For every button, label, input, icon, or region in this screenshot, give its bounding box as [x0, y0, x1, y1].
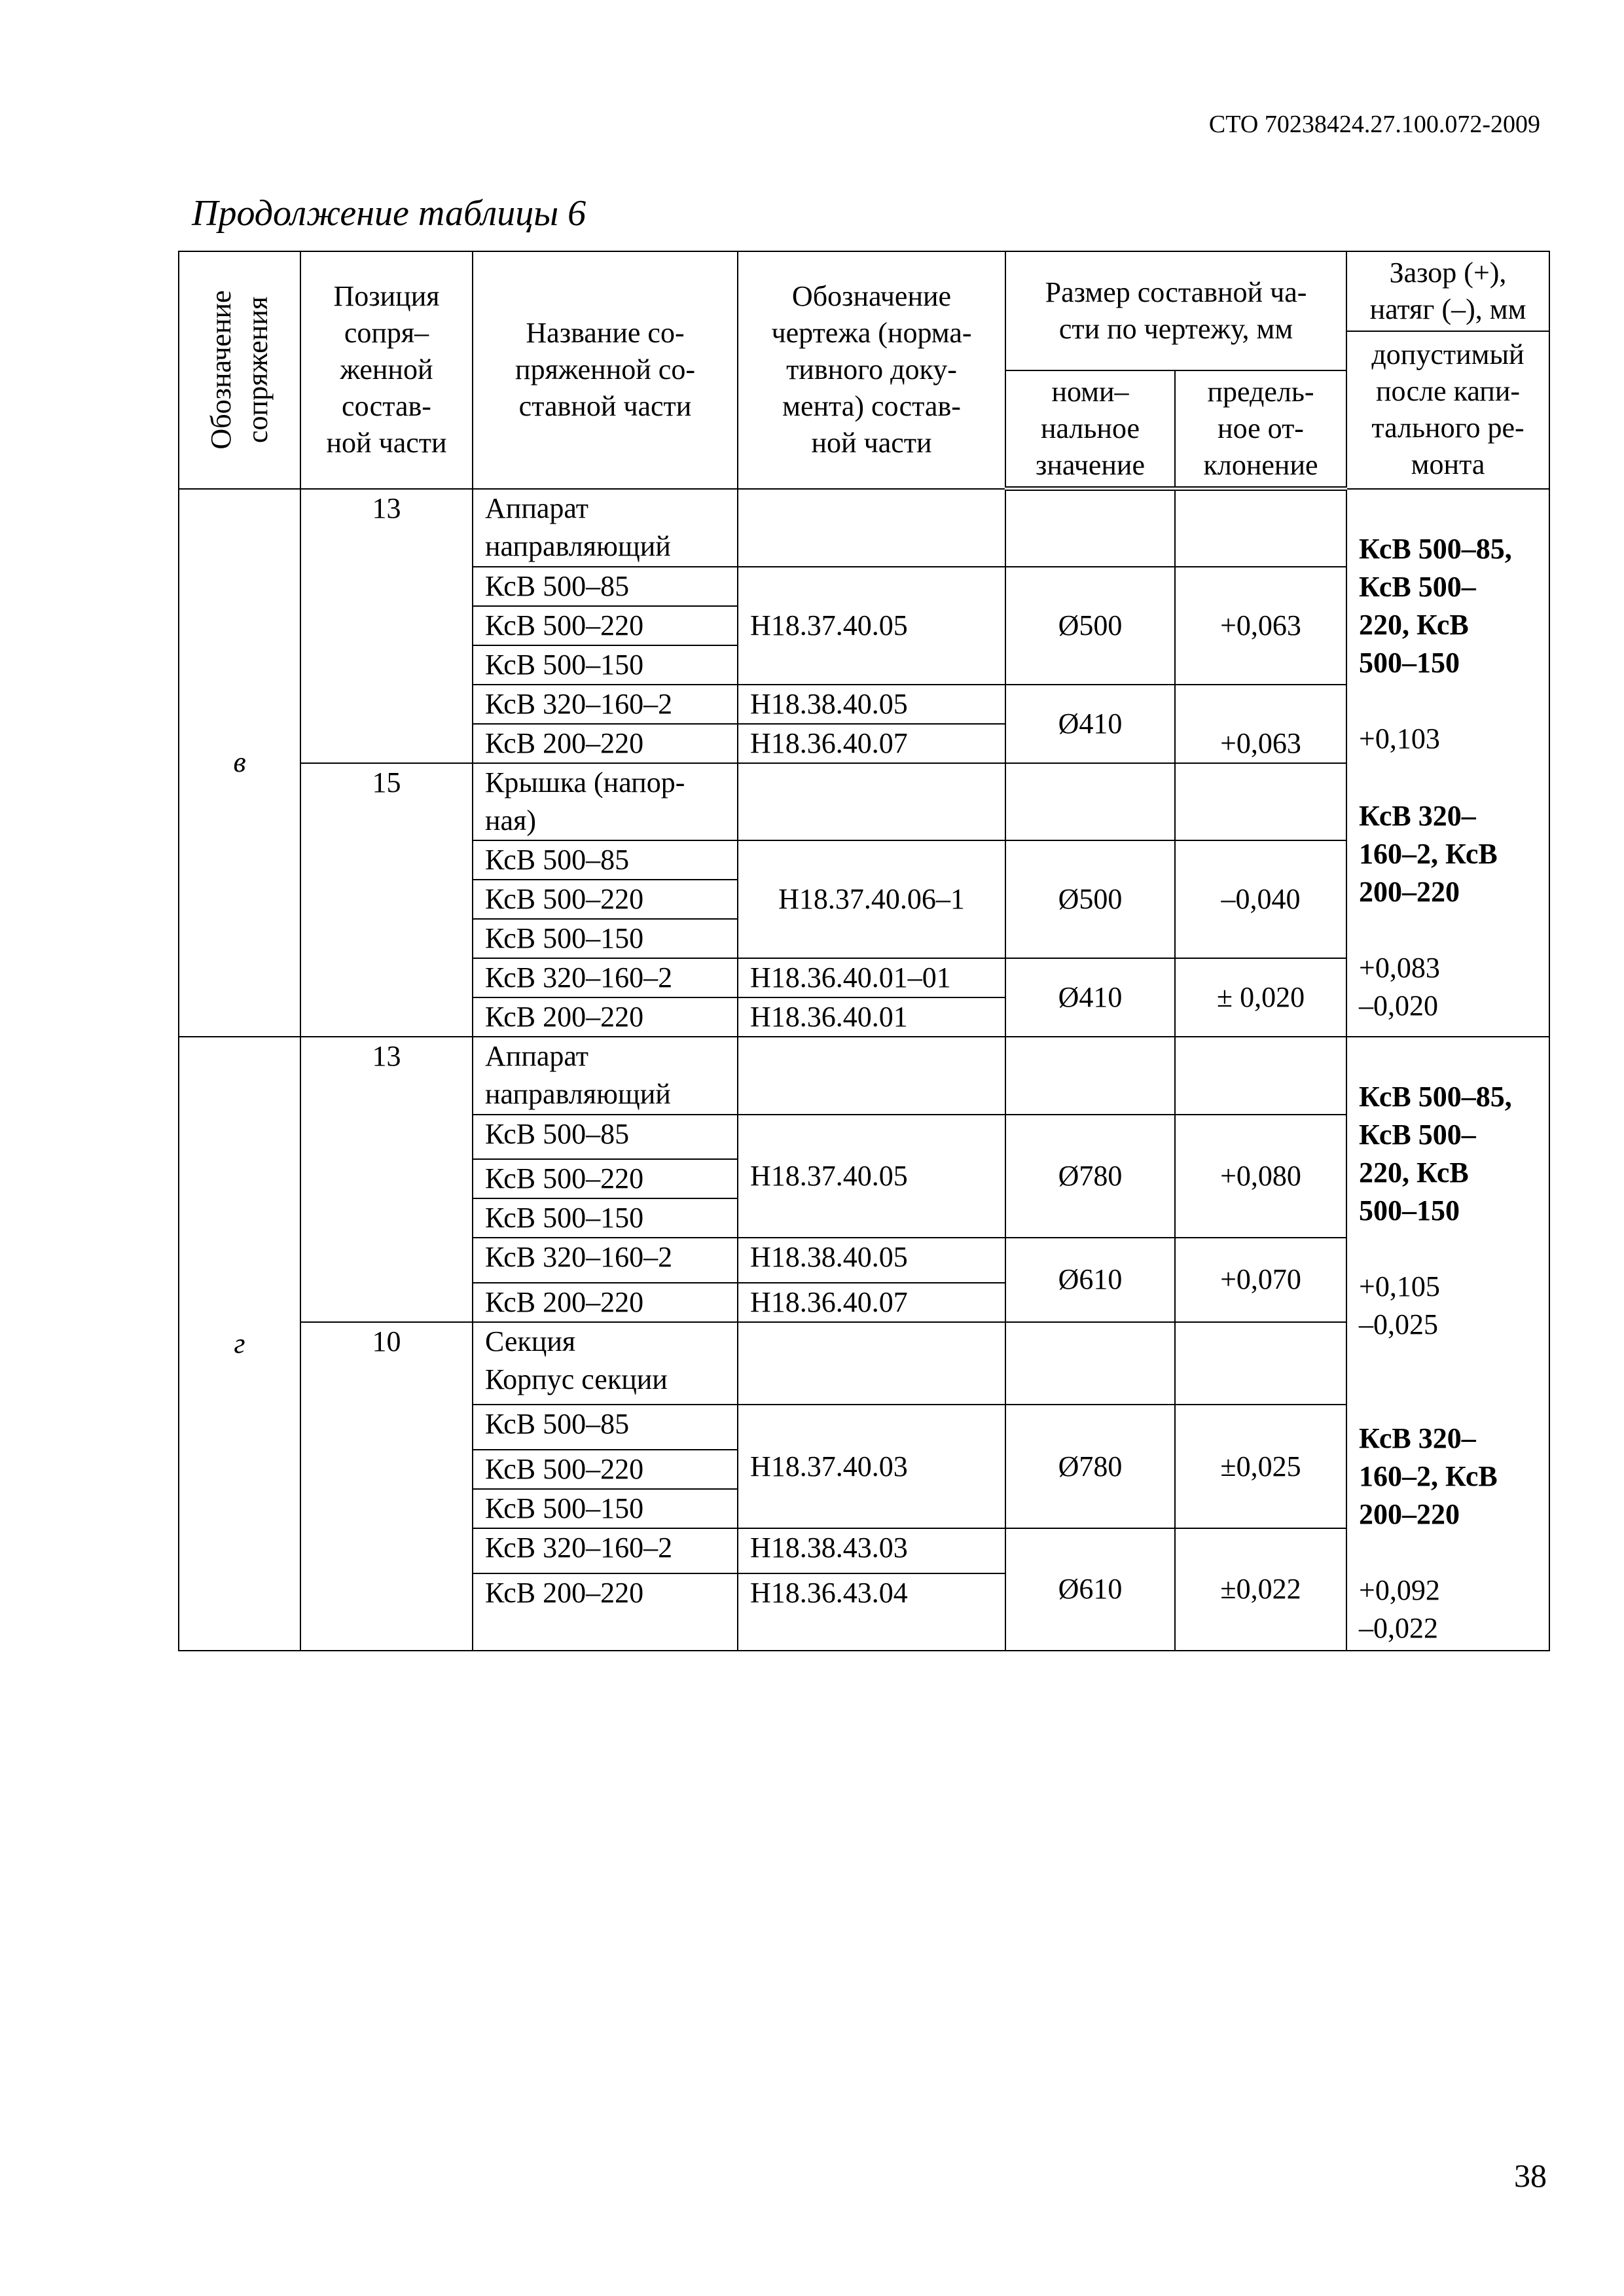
header-joint: Обозначение сопряжения: [179, 251, 300, 489]
drawing-cell: [738, 489, 1005, 567]
nominal-cell: Ø780: [1005, 1405, 1175, 1528]
deviation-cell: [1175, 1037, 1346, 1115]
nominal-cell: [1005, 489, 1175, 567]
deviation-cell: +0,070: [1175, 1238, 1346, 1322]
model-cell: КсВ 500–150: [473, 1489, 738, 1528]
deviation-cell: +0,063: [1175, 685, 1346, 763]
header-size: Размер составной ча- сти по чертежу, мм: [1005, 251, 1346, 370]
table-caption: Продолжение таблицы 6: [192, 193, 586, 234]
model-cell: КсВ 500–150: [473, 645, 738, 685]
group-v: [179, 489, 1549, 1037]
deviation-cell: ±0,022: [1175, 1528, 1346, 1651]
drawing-cell: Н18.37.40.03: [738, 1405, 1005, 1528]
model-cell: КсВ 500–150: [473, 1198, 738, 1238]
nominal-cell: Ø500: [1005, 840, 1175, 958]
nominal-cell: [1005, 1322, 1175, 1405]
joint-label: в: [179, 489, 300, 1037]
model-cell: КсВ 320–160–2: [473, 1238, 738, 1283]
model-cell: КсВ 500–220: [473, 1159, 738, 1198]
drawing-cell: [738, 1322, 1005, 1405]
model-cell: КсВ 500–85: [473, 1405, 738, 1450]
model-cell: КсВ 500–85: [473, 840, 738, 880]
drawing-cell: [738, 763, 1005, 840]
tolerance-cell: КсВ 500–85, КсВ 500– 220, КсВ 500–150 +0,105 –0,025 КсВ 320– 160–2, КсВ 200–220 +0,092 –0,022: [1346, 1037, 1549, 1651]
header-drawing: Обозначение чертежа (норма- тивного доку- мента) состав- ной части: [738, 251, 1005, 489]
page-number: 38: [1514, 2157, 1547, 2194]
drawing-cell: Н18.38.40.05: [738, 685, 1005, 724]
deviation-cell: +0,063: [1175, 567, 1346, 685]
tolerance-cell: КсВ 500–85, КсВ 500– 220, КсВ 500–150 +0,103 КсВ 320– 160–2, КсВ 200–220 +0,083 –0,020: [1346, 489, 1549, 1037]
nominal-cell: Ø410: [1005, 685, 1175, 763]
drawing-cell: Н18.37.40.05: [738, 567, 1005, 685]
nominal-cell: Ø410: [1005, 958, 1175, 1037]
model-cell: КсВ 200–220: [473, 997, 738, 1037]
drawing-cell: Н18.36.40.01: [738, 997, 1005, 1037]
header-position: Позиция сопря– женной состав- ной части: [300, 251, 473, 489]
model-cell: КсВ 200–220: [473, 1573, 738, 1651]
drawing-cell: Н18.36.40.01–01: [738, 958, 1005, 997]
model-cell: КсВ 500–150: [473, 919, 738, 958]
drawing-cell: Н18.37.40.05: [738, 1115, 1005, 1238]
position-cell: 10: [300, 1322, 473, 1651]
deviation-cell: [1175, 763, 1346, 840]
part-name: Крышка (напор- ная): [473, 763, 738, 840]
drawing-cell: Н18.36.43.04: [738, 1573, 1005, 1651]
model-cell: КсВ 200–220: [473, 1283, 738, 1322]
model-cell: КсВ 320–160–2: [473, 958, 738, 997]
drawing-cell: [738, 1037, 1005, 1115]
joint-label: г: [179, 1037, 300, 1651]
drawing-cell: Н18.36.40.07: [738, 724, 1005, 763]
deviation-cell: –0,040: [1175, 840, 1346, 958]
nominal-cell: Ø780: [1005, 1115, 1175, 1238]
part-name: Секция Корпус секции: [473, 1322, 738, 1405]
nominal-cell: [1005, 1037, 1175, 1115]
header-deviation: предель- ное от- клонение: [1175, 370, 1346, 489]
model-cell: КсВ 500–220: [473, 1450, 738, 1489]
model-cell: КсВ 200–220: [473, 724, 738, 763]
header-allowed: допустимый после капи- тального ре- монта: [1346, 331, 1549, 489]
model-cell: КсВ 500–85: [473, 567, 738, 606]
model-cell: КсВ 500–220: [473, 880, 738, 919]
group-g: [179, 1037, 1549, 1651]
nominal-cell: Ø610: [1005, 1238, 1175, 1322]
nominal-cell: Ø610: [1005, 1528, 1175, 1651]
header-gap: Зазор (+), натяг (–), мм: [1346, 251, 1549, 331]
header-name: Название со- пряженной со- ставной части: [473, 251, 738, 489]
fit-table: [178, 251, 1550, 1651]
drawing-cell: Н18.36.40.07: [738, 1283, 1005, 1322]
nominal-cell: Ø500: [1005, 567, 1175, 685]
position-cell: 15: [300, 763, 473, 1037]
model-cell: КсВ 500–220: [473, 606, 738, 645]
nominal-cell: [1005, 763, 1175, 840]
model-cell: КсВ 500–85: [473, 1115, 738, 1160]
document-code: СТО 70238424.27.100.072-2009: [1208, 111, 1540, 138]
position-cell: 13: [300, 1037, 473, 1322]
deviation-cell: ± 0,020: [1175, 958, 1346, 1037]
part-name: Аппарат направляющий: [473, 489, 738, 567]
drawing-cell: Н18.37.40.06–1: [738, 840, 1005, 958]
deviation-cell: [1175, 1322, 1346, 1405]
deviation-cell: [1175, 489, 1346, 567]
part-name: Аппарат направляющий: [473, 1037, 738, 1115]
position-cell: 13: [300, 489, 473, 763]
model-cell: КсВ 320–160–2: [473, 1528, 738, 1573]
drawing-cell: Н18.38.40.05: [738, 1238, 1005, 1283]
deviation-cell: ±0,025: [1175, 1405, 1346, 1528]
header-nominal: номи– нальное значение: [1005, 370, 1175, 489]
model-cell: КсВ 320–160–2: [473, 685, 738, 724]
deviation-cell: +0,080: [1175, 1115, 1346, 1238]
drawing-cell: Н18.38.43.03: [738, 1528, 1005, 1573]
